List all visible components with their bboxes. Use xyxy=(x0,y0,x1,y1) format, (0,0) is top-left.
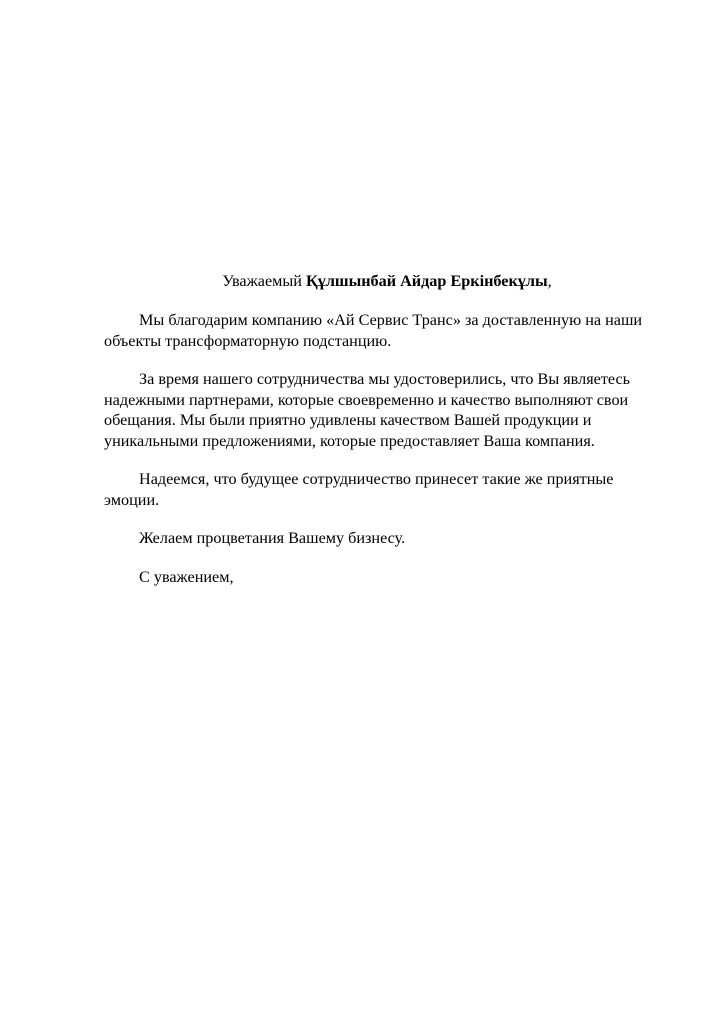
greeting-suffix: , xyxy=(547,272,552,290)
greeting-prefix: Уважаемый xyxy=(222,272,306,290)
greeting-line xyxy=(104,270,670,292)
letter-body xyxy=(104,270,670,587)
paragraph-hope xyxy=(104,469,670,510)
paragraph-line: объекты трансформаторную подстанцию. xyxy=(104,331,392,350)
paragraph-line: Желаем процветания Вашему бизнесу. xyxy=(139,529,406,547)
paragraph-line: Надеемся, что будущее сотрудничество принесет такие же приятные xyxy=(139,470,614,488)
paragraph-wishes xyxy=(104,528,670,549)
recipient-name: Құлшынбай Айдар Еркінбекұлы xyxy=(305,272,548,290)
paragraph-gratitude xyxy=(104,310,670,351)
paragraph-line: уникальными предложениями, которые предоставляет Ваша компания. xyxy=(104,431,595,450)
closing-line: С уважением, xyxy=(139,567,234,586)
paragraph-line: За время нашего сотрудничества мы удостоверились, что Вы являетесь xyxy=(139,370,631,388)
paragraph-line: Мы благодарим компанию «Ай Сервис Транс» за доставленную на наши xyxy=(139,311,643,329)
paragraph-line: эмоции. xyxy=(104,490,160,509)
paragraph-line: надежными партнерами, которые своевременно и качество выполняют свои xyxy=(104,390,629,409)
paragraph-cooperation xyxy=(104,369,670,451)
paragraph-line: обещания. Мы были приятно удивлены качеством Вашей продукции и xyxy=(104,411,592,429)
